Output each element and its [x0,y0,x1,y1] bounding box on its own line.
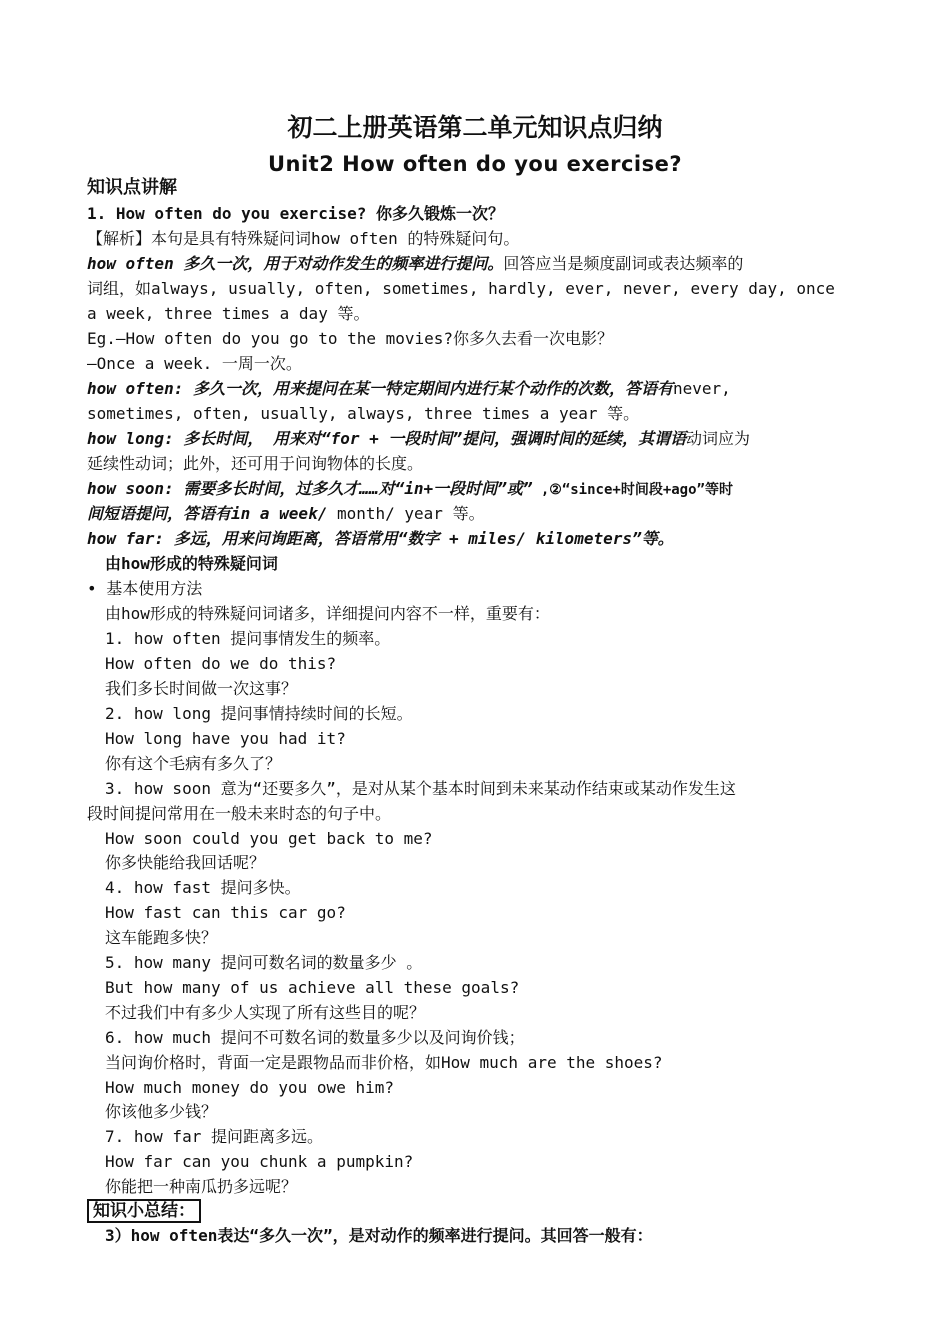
how-soon-note-line2 [87,502,868,526]
item-heading: 1. how often 提问事情发生的频率。 [105,629,391,648]
item-example-en: How far can you chunk a pumpkin? [105,1152,414,1171]
document-subtitle: Unit2 How often do you exercise? [267,152,683,176]
item-heading: 7. how far 提问距离多远。 [105,1127,323,1146]
how-often-note-b-emphasis: how often: 多久一次，用来提问在某一特定期间内进行某个动作的次数，答语有 [87,379,673,398]
how-forms-heading: 由how形成的特殊疑问词 [105,554,278,573]
how-often-note-a [87,252,868,276]
how-soon-note [87,477,868,502]
item-heading: 3. how soon 意为“还要多久”，是对从某个基本时间到未来某动作结束或某动作发生这 [105,779,736,798]
item-example-zh: 你有这个毛病有多久了？ [105,754,282,773]
example-answer: —Once a week. 一周一次。 [87,354,302,373]
item-heading-cont: 段时间提问常用在一般未来时态的句子中。 [87,804,392,823]
item-example-en: How much money do you owe him? [105,1078,394,1097]
item-heading: 4. how fast 提问多快。 [105,878,301,897]
analysis-line: 【解析】本句是具有特殊疑问词how often 的特殊疑问句。 [87,229,520,248]
document-title: 初二上册英语第二单元知识点归纳 [287,113,663,142]
summary-box: 知识小总结： [87,1199,201,1223]
item-example-en: But how many of us achieve all these goals? [105,978,520,997]
item-heading: 6. how much 提问不可数名词的数量多少以及问询价钱； [105,1028,525,1047]
how-often-note-a-text: 回答应当是频度副词或表达频率的 [503,254,744,273]
how-soon-note-line2-text: month/ year 等。 [327,504,485,523]
summary-box-line [87,1199,868,1223]
item-example-zh: 我们多长时间做一次这事？ [105,679,298,698]
question-1: 1. How often do you exercise? 你多久锻炼一次？ [87,204,504,223]
how-often-note-b-line2: sometimes, often, usually, always, three times a year 等。 [87,404,640,423]
how-soon-note-emphasis: how soon: 需要多长时间，过多久才……对“in+一段时间”或” [87,479,533,498]
how-soon-note-extra: ,②“since+时间段+ago”等时 [532,482,733,498]
section-heading: 知识点讲解 [87,177,177,198]
basic-usage-label: 基本使用方法 [106,579,203,598]
how-often-note-b-text: never, [672,379,731,398]
item-heading: 2. how long 提问事情持续时间的长短。 [105,704,413,723]
intro-line: 由how形成的特殊疑问词诸多，详细提问内容不一样，重要有： [105,604,550,623]
how-long-note-line2: 延续性动词；此外，还可用于问询物体的长度。 [87,454,424,473]
how-often-note-a-line2: 词组，如always, usually, often, sometimes, hardly, ever, never, every day, once [87,279,835,298]
how-often-note-a-emphasis: how often 多久一次，用于对动作发生的频率进行提问。 [87,254,504,273]
item-example-zh: 这车能跑多快？ [105,928,218,947]
item-example-zh: 不过我们中有多少人实现了所有这些目的呢？ [105,1003,426,1022]
basic-usage-line [87,577,868,601]
item-example-en: How long have you had it? [105,729,346,748]
item-example-zh: 你能把一种南瓜扔多远呢？ [105,1177,298,1196]
item-example-en: How soon could you get back to me? [105,829,433,848]
how-soon-note-line2-emphasis: 间短语提问，答语有in a week/ [87,504,328,523]
item-example-en: How often do we do this? [105,654,337,673]
how-far-note: how far: 多远，用来问询距离，答语常用“数字 + miles/ kilometers”等。 [87,529,674,548]
bullet-icon: • [87,579,97,598]
how-long-note-text: 动词应为 [686,429,751,448]
how-long-note-emphasis: how long: 多长时间， 用来对“for + 一段时间”提问，强调时间的延续，其谓语 [87,429,687,448]
example-question: Eg.—How often do you go to the movies?你多久去看一次电影？ [87,329,614,348]
item-heading-cont: 当问询价格时，背面一定是跟物品而非价格，如How much are the shoes? [105,1053,663,1072]
how-long-note [87,427,868,451]
item-heading: 5. how many 提问可数名词的数量多少 。 [105,953,423,972]
item-example-zh: 你多快能给我回话呢？ [105,853,266,872]
item-example-en: How fast can this car go? [105,903,346,922]
summary-line: 3）how often表达“多久一次”，是对动作的频率进行提问。其回答一般有： [105,1226,653,1245]
how-often-note-b [87,377,868,401]
how-often-note-a-line3: a week, three times a day 等。 [87,304,370,323]
item-example-zh: 你该他多少钱？ [105,1102,218,1121]
